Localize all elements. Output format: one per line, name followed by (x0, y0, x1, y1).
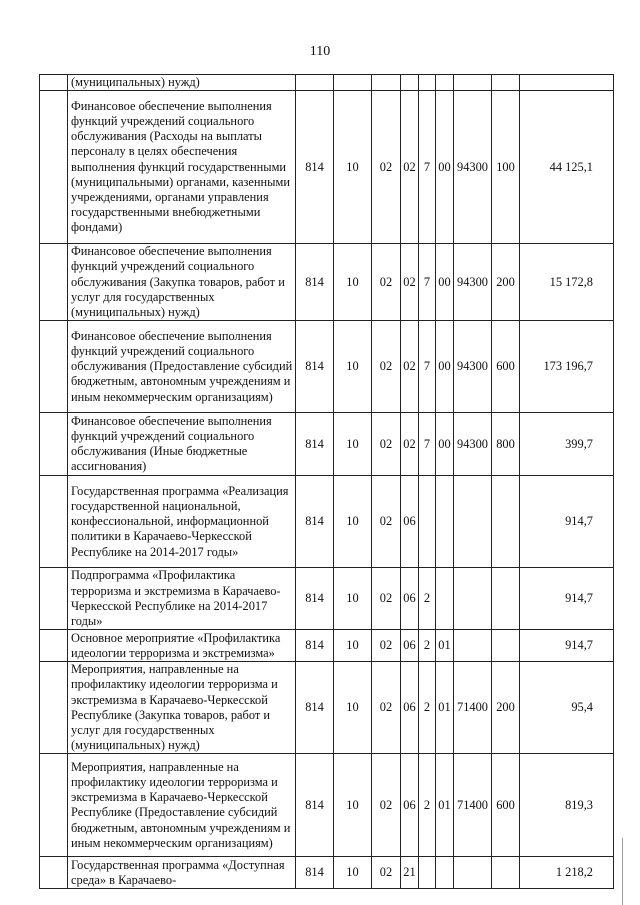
amount-cell: 819,3 (520, 754, 614, 857)
row-name: Финансовое обеспечение выполнения функций учреждений социального обслуживания (Расходы на выплаты персоналу в целях обеспечения выполнения функций государственными (муниципальными) органами, казенными учреждениями, органами управления государственными внебюджетными фондами) (68, 91, 296, 244)
section-cell: 10 (334, 476, 372, 568)
expense-type-cell: 800 (492, 413, 520, 476)
table-row (40, 244, 614, 321)
code-cell: 814 (296, 754, 334, 857)
event-cell: 00 (436, 91, 454, 244)
program-cell: 06 (401, 754, 419, 857)
section-cell: 10 (334, 857, 372, 889)
code-cell (296, 75, 334, 91)
program-cell: 06 (401, 630, 419, 662)
subsection-cell: 02 (372, 244, 401, 321)
budget-table (39, 74, 614, 889)
direction-cell: 94300 (454, 413, 492, 476)
blank-cell (40, 75, 68, 91)
section-cell: 10 (334, 91, 372, 244)
table-row (40, 91, 614, 244)
expense-type-cell (492, 857, 520, 889)
table-row (40, 662, 614, 754)
expense-type-cell: 600 (492, 321, 520, 413)
event-cell: 01 (436, 630, 454, 662)
direction-cell (454, 476, 492, 568)
subprogram-cell: 2 (419, 630, 436, 662)
section-cell: 10 (334, 413, 372, 476)
row-name: Основное мероприятие «Профилактика идеологии терроризма и экстремизма» (68, 630, 296, 662)
amount-cell: 173 196,7 (520, 321, 614, 413)
blank-cell (40, 244, 68, 321)
event-cell (436, 75, 454, 91)
row-name: Подпрограмма «Профилактика терроризма и экстремизма в Карачаево-Черкесской Республике на 2014-2017 годы» (68, 568, 296, 630)
subprogram-cell: 7 (419, 321, 436, 413)
program-cell: 06 (401, 662, 419, 754)
subprogram-cell: 2 (419, 568, 436, 630)
amount-cell: 399,7 (520, 413, 614, 476)
expense-type-cell (492, 568, 520, 630)
blank-cell (40, 857, 68, 889)
row-name: Финансовое обеспечение выполнения функций учреждений социального обслуживания (Предоставление субсидий бюджетным, автономным учреждениям и иным некоммерческим организациям) (68, 321, 296, 413)
amount-cell: 44 125,1 (520, 91, 614, 244)
row-name: Мероприятия, направленные на профилактику идеологии терроризма и экстремизма в Карачаево-Черкесской Республике (Предоставление субсидий бюджетным, автономным учреждениям и иным некоммерческим организациям) (68, 754, 296, 857)
program-cell: 21 (401, 857, 419, 889)
code-cell: 814 (296, 476, 334, 568)
program-cell: 02 (401, 244, 419, 321)
subprogram-cell: 7 (419, 413, 436, 476)
direction-cell: 71400 (454, 662, 492, 754)
subprogram-cell: 2 (419, 662, 436, 754)
expense-type-cell (492, 75, 520, 91)
subsection-cell: 02 (372, 91, 401, 244)
expense-type-cell (492, 476, 520, 568)
program-cell: 02 (401, 91, 419, 244)
row-name: Мероприятия, направленные на профилактику идеологии терроризма и экстремизма в Карачаево-Черкесской Республике (Закупка товаров, работ и услуг для государственных (муниципальных) нужд) (68, 662, 296, 754)
event-cell: 00 (436, 321, 454, 413)
subprogram-cell (419, 75, 436, 91)
direction-cell: 94300 (454, 91, 492, 244)
table-row (40, 857, 614, 889)
table-row (40, 754, 614, 857)
code-cell: 814 (296, 857, 334, 889)
table-row (40, 476, 614, 568)
section-cell: 10 (334, 244, 372, 321)
table-row (40, 75, 614, 91)
table-row (40, 568, 614, 630)
event-cell (436, 476, 454, 568)
blank-cell (40, 662, 68, 754)
subsection-cell: 02 (372, 476, 401, 568)
program-cell: 06 (401, 568, 419, 630)
event-cell: 01 (436, 754, 454, 857)
row-name: Финансовое обеспечение выполнения функций учреждений социального обслуживания (Закупка товаров, работ и услуг для государственных (муниципальных) нужд) (68, 244, 296, 321)
code-cell: 814 (296, 91, 334, 244)
expense-type-cell: 600 (492, 754, 520, 857)
subsection-cell (372, 75, 401, 91)
blank-cell (40, 321, 68, 413)
direction-cell (454, 630, 492, 662)
row-name: Государственная программа «Реализация государственной национальной, конфессиональной, информационной политики в Карачаево-Черкесской Республике на 2014-2017 годы» (68, 476, 296, 568)
event-cell: 00 (436, 413, 454, 476)
event-cell: 01 (436, 662, 454, 754)
program-cell: 06 (401, 476, 419, 568)
scan-artifact-line (622, 838, 623, 905)
subsection-cell: 02 (372, 568, 401, 630)
code-cell: 814 (296, 321, 334, 413)
subsection-cell: 02 (372, 857, 401, 889)
section-cell: 10 (334, 630, 372, 662)
code-cell: 814 (296, 413, 334, 476)
program-cell (401, 75, 419, 91)
section-cell: 10 (334, 321, 372, 413)
code-cell: 814 (296, 568, 334, 630)
row-name: Государственная программа «Доступная среда» в Карачаево- (68, 857, 296, 889)
blank-cell (40, 91, 68, 244)
subsection-cell: 02 (372, 321, 401, 413)
table-row (40, 321, 614, 413)
expense-type-cell (492, 630, 520, 662)
code-cell: 814 (296, 662, 334, 754)
subprogram-cell (419, 476, 436, 568)
direction-cell: 94300 (454, 321, 492, 413)
amount-cell: 914,7 (520, 568, 614, 630)
subsection-cell: 02 (372, 754, 401, 857)
program-cell: 02 (401, 413, 419, 476)
page-number: 110 (309, 44, 331, 59)
expense-type-cell: 200 (492, 244, 520, 321)
blank-cell (40, 568, 68, 630)
event-cell: 00 (436, 244, 454, 321)
expense-type-cell: 100 (492, 91, 520, 244)
blank-cell (40, 476, 68, 568)
direction-cell: 71400 (454, 754, 492, 857)
row-name: (муниципальных) нужд) (68, 75, 296, 91)
code-cell: 814 (296, 244, 334, 321)
blank-cell (40, 630, 68, 662)
direction-cell (454, 75, 492, 91)
subprogram-cell: 2 (419, 754, 436, 857)
section-cell (334, 75, 372, 91)
subprogram-cell (419, 857, 436, 889)
amount-cell: 15 172,8 (520, 244, 614, 321)
direction-cell (454, 857, 492, 889)
event-cell (436, 857, 454, 889)
program-cell: 02 (401, 321, 419, 413)
amount-cell: 914,7 (520, 630, 614, 662)
section-cell: 10 (334, 568, 372, 630)
subsection-cell: 02 (372, 413, 401, 476)
amount-cell: 1 218,2 (520, 857, 614, 889)
table-row (40, 413, 614, 476)
event-cell (436, 568, 454, 630)
section-cell: 10 (334, 754, 372, 857)
subprogram-cell: 7 (419, 244, 436, 321)
amount-cell (520, 75, 614, 91)
amount-cell: 914,7 (520, 476, 614, 568)
direction-cell: 94300 (454, 244, 492, 321)
table-row (40, 630, 614, 662)
subsection-cell: 02 (372, 630, 401, 662)
blank-cell (40, 413, 68, 476)
amount-cell: 95,4 (520, 662, 614, 754)
code-cell: 814 (296, 630, 334, 662)
subsection-cell: 02 (372, 662, 401, 754)
section-cell: 10 (334, 662, 372, 754)
expense-type-cell: 200 (492, 662, 520, 754)
subprogram-cell: 7 (419, 91, 436, 244)
direction-cell (454, 568, 492, 630)
row-name: Финансовое обеспечение выполнения функций учреждений социального обслуживания (Иные бюджетные ассигнования) (68, 413, 296, 476)
blank-cell (40, 754, 68, 857)
